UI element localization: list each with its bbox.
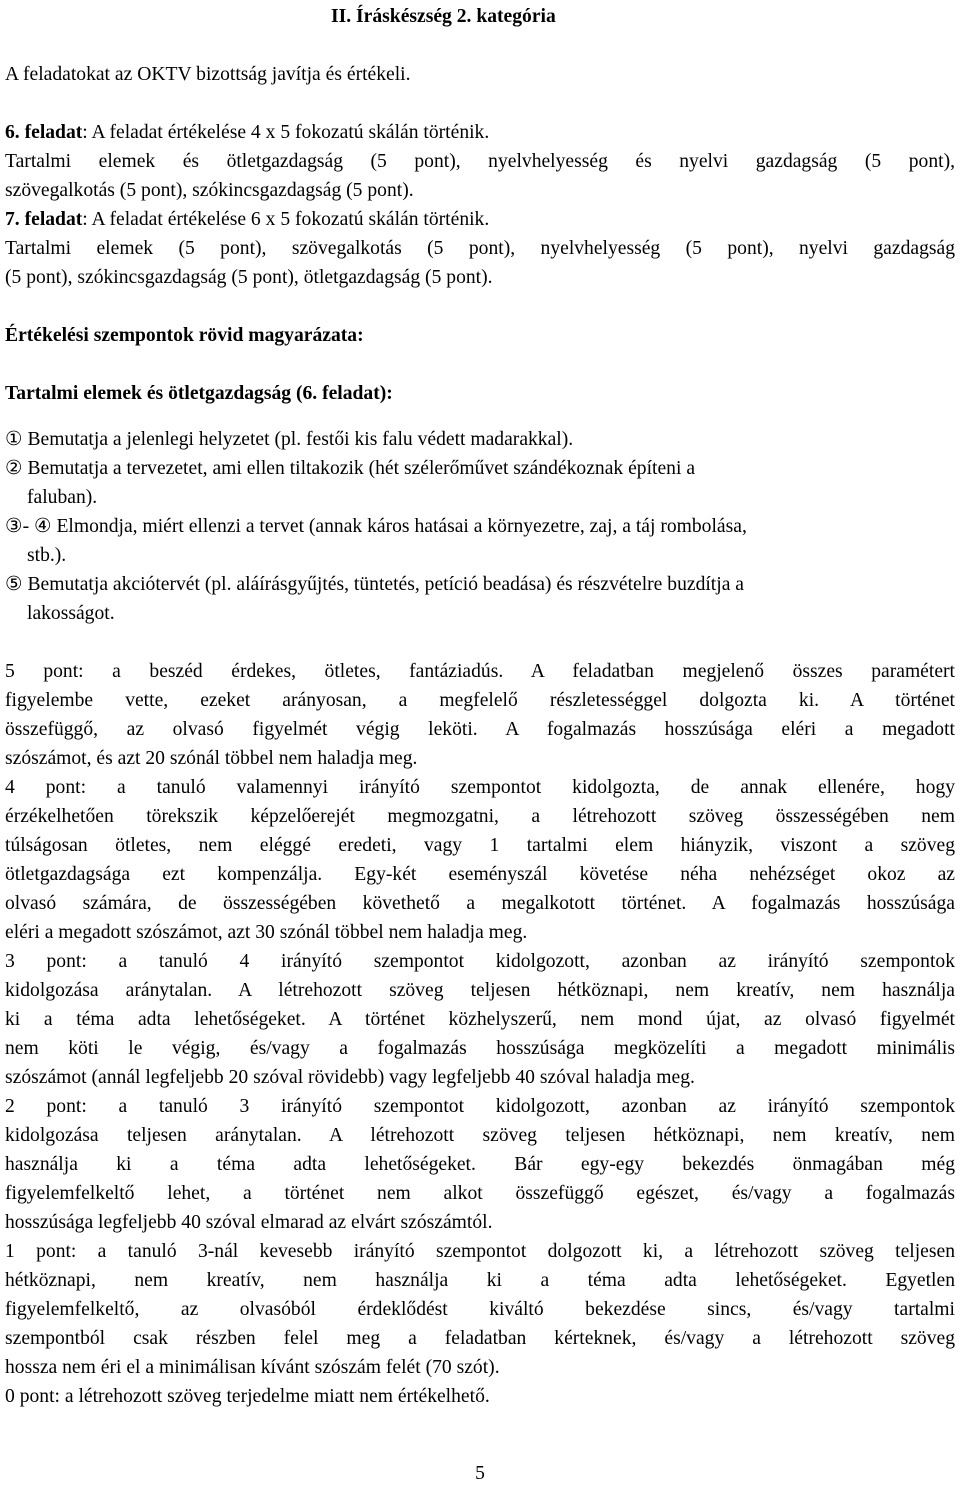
task6-heading <box>5 118 489 147</box>
circled-number-2: ② <box>5 458 23 479</box>
body-line: ötletgazdagsága ezt kompenzálja. Egy-két eseményszál követése néha nehézséget okoz az <box>5 864 955 885</box>
circled-number-5: ⑤ <box>5 574 23 595</box>
task6-text: : A feladat értékelése 4 x 5 fokozatú skálán történik. <box>82 122 490 143</box>
task6-label: 6. feladat <box>5 122 83 143</box>
body-line: 0 pont: a létrehozott szöveg terjedelme miatt nem értékelhető. <box>5 1386 490 1407</box>
body-line: összefüggő, az olvasó figyelmét végig leköti. A fogalmazás hosszúsága eléri a megadott <box>5 719 955 740</box>
content-heading: Tartalmi elemek és ötletgazdagság (6. feladat): <box>5 383 393 404</box>
body-line: figyelembe vette, ezeket arányosan, a megfelelő részletességgel dolgozta ki. A történet <box>5 690 955 711</box>
body-line: figyelemfelkeltő, az olvasóból érdeklődést kiváltó bekezdése sincs, és/vagy tartalmi <box>5 1299 955 1320</box>
list-item <box>5 570 744 599</box>
body-line: használja ki a téma adta lehetőségeket. Bár egy-egy bekezdés önmagában még <box>5 1154 955 1175</box>
task6-line3: szövegalkotás (5 pont), szókincsgazdagság (5 pont). <box>5 180 414 201</box>
body-line: érzékelhetően törekszik képzelőerejét megmozgatni, a létrehozott szöveg összességében nem <box>5 806 955 827</box>
body-line: szószámot (annál legfeljebb 20 szóval rövidebb) vagy legfeljebb 40 szóval haladja meg. <box>5 1067 695 1088</box>
intro-text: A feladatokat az OKTV bizottság javítja és értékeli. <box>5 64 411 85</box>
page-title: II. Íráskészség 2. kategória <box>331 6 556 27</box>
body-line: kidolgozása aránytalan. A létrehozott szöveg teljesen hétköznapi, nem kreatív, nem használja <box>5 980 955 1001</box>
list-item-text: Bemutatja a tervezetet, ami ellen tiltakozik (hét szélerőművet szándékoznak építeni a <box>27 458 696 479</box>
body-line: 5 pont: a beszéd érdekes, ötletes, fantáziadús. A feladatban megjelenő összes paramétert <box>5 661 955 682</box>
list-item <box>5 512 747 541</box>
body-line: szószámot, és azt 20 szónál többel nem haladja meg. <box>5 748 418 769</box>
body-line: ki a téma adta lehetőségeket. A történet közhelyszerű, nem mond újat, az olvasó figyelmét <box>5 1009 955 1030</box>
body-line: 2 pont: a tanuló 3 irányító szempontot kidolgozott, azonban az irányító szempontok <box>5 1096 955 1117</box>
task7-line2: Tartalmi elemek (5 pont), szövegalkotás (5 pont), nyelvhelyesség (5 pont), nyelvi gazdagság <box>5 238 955 259</box>
list-item <box>5 425 573 454</box>
list-item-continuation: lakosságot. <box>27 603 115 624</box>
body-line: hossza nem éri el a minimálisan kívánt szószám felét (70 szót). <box>5 1357 500 1378</box>
list-item <box>5 454 695 483</box>
body-line: túlságosan ötletes, nem eléggé eredeti, vagy 1 tartalmi elem hiányzik, viszont a szöveg <box>5 835 955 856</box>
body-line: olvasó számára, de összességében követhető a megalkotott történet. A fogalmazás hosszúsága <box>5 893 955 914</box>
criteria-heading: Értékelési szempontok rövid magyarázata: <box>5 325 364 346</box>
body-line: 3 pont: a tanuló 4 irányító szempontot kidolgozott, azonban az irányító szempontok <box>5 951 955 972</box>
body-line: nem köti le végig, és/vagy a fogalmazás hosszúsága megközelíti a megadott minimális <box>5 1038 955 1059</box>
body-line: hétköznapi, nem kreatív, nem használja ki a téma adta lehetőségeket. Egyetlen <box>5 1270 955 1291</box>
body-line: kidolgozása teljesen aránytalan. A létrehozott szöveg teljesen hétköznapi, nem kreatív, nem <box>5 1125 955 1146</box>
body-line: 1 pont: a tanuló 3-nál kevesebb irányító szempontot dolgozott ki, a létrehozott szöveg teljesen <box>5 1241 955 1262</box>
body-line: figyelemfelkeltő lehet, a történet nem alkot összefüggő egészet, és/vagy a fogalmazás <box>5 1183 955 1204</box>
circled-number-1: ① <box>5 429 23 450</box>
list-item-text: Elmondja, miért ellenzi a tervet (annak káros hatásai a környezetre, zaj, a táj rombolása, <box>56 516 747 537</box>
list-item-continuation: stb.). <box>27 545 67 566</box>
task6-line2: Tartalmi elemek és ötletgazdagság (5 pont), nyelvhelyesség és nyelvi gazdagság (5 pont), <box>5 151 955 172</box>
page-number: 5 <box>475 1463 485 1484</box>
task7-label: 7. feladat <box>5 209 83 230</box>
body-line: hosszúsága legfeljebb 40 szóval elmarad az elvárt szószámtól. <box>5 1212 493 1233</box>
body-line: eléri a megadott szószámot, azt 30 szónál többel nem haladja meg. <box>5 922 528 943</box>
task7-heading <box>5 205 489 234</box>
body-line: szempontból csak részben felel meg a feladatban kérteknek, és/vagy a létrehozott szöveg <box>5 1328 955 1349</box>
task7-text: : A feladat értékelése 6 x 5 fokozatú skálán történik. <box>82 209 490 230</box>
list-item-text: Bemutatja akciótervét (pl. aláírásgyűjtés, tüntetés, petíció beadása) és részvételre buzdítja a <box>27 574 744 595</box>
task7-line3: (5 pont), szókincsgazdagság (5 pont), ötletgazdagság (5 pont). <box>5 267 493 288</box>
list-item-text: Bemutatja a jelenlegi helyzetet (pl. festői kis falu védett madarakkal). <box>27 429 574 450</box>
circled-number-3-4: ③- ④ <box>5 516 52 537</box>
body-line: 4 pont: a tanuló valamennyi irányító szempontot kidolgozta, de annak ellenére, hogy <box>5 777 955 798</box>
list-item-continuation: faluban). <box>27 487 98 508</box>
